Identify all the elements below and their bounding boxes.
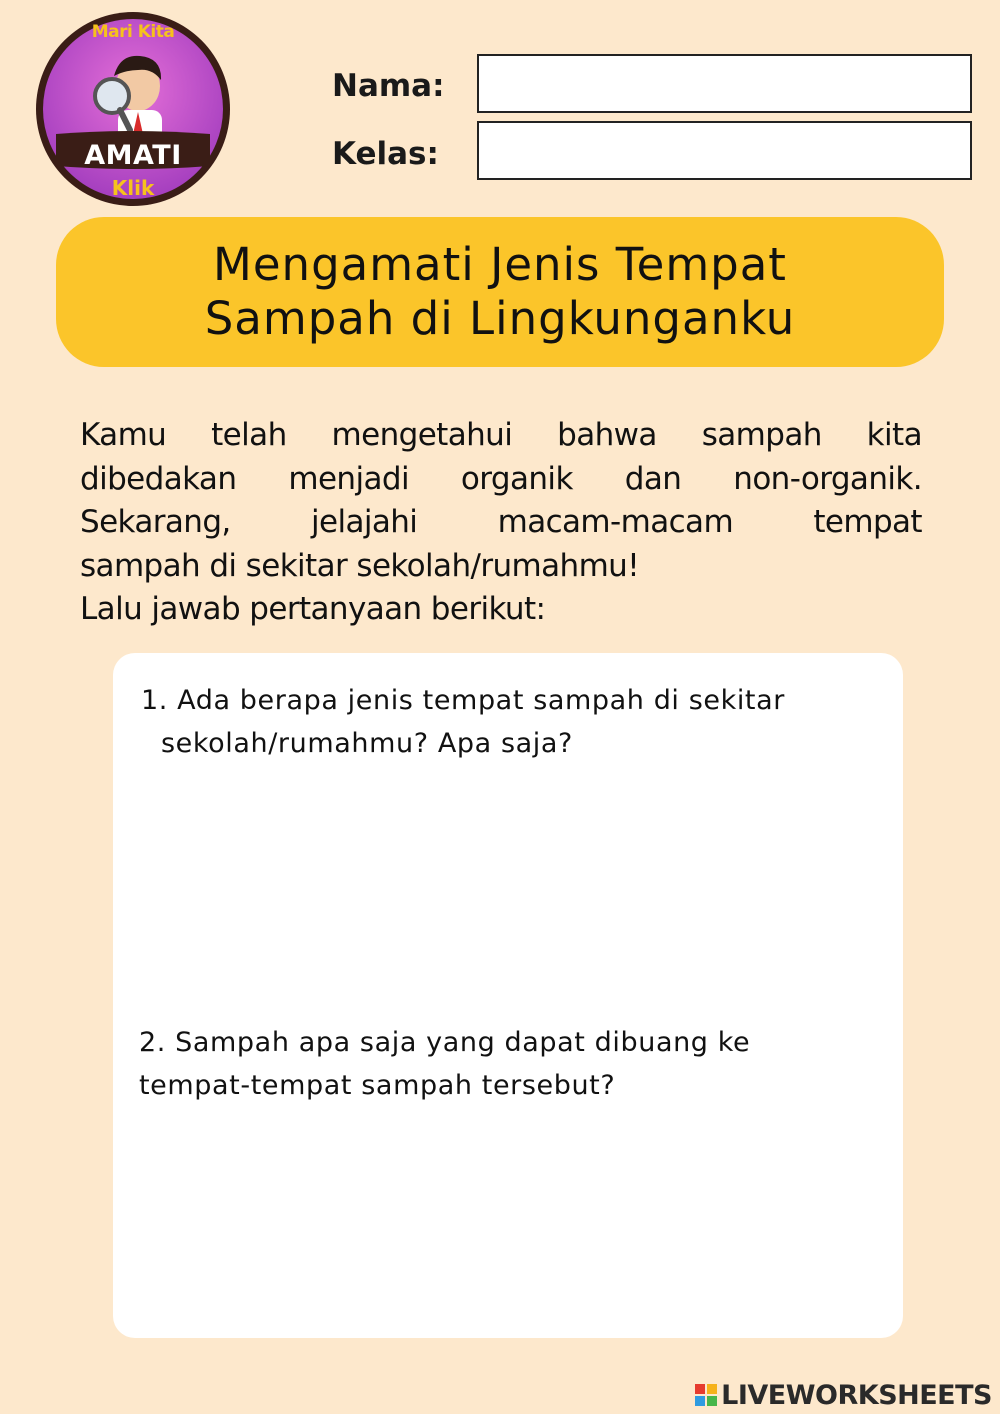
title-banner	[56, 217, 944, 367]
class-field[interactable]	[477, 121, 972, 180]
question-1	[141, 679, 785, 765]
logo-main-text: AMATI	[84, 140, 182, 171]
class-label: Kelas:	[332, 136, 439, 172]
question-card	[113, 653, 903, 1338]
liveworksheets-logo-icon	[695, 1384, 717, 1406]
amati-klik-logo	[34, 10, 232, 208]
name-field[interactable]	[477, 54, 972, 113]
question-2-line-1: 2. Sampah apa saja yang dapat dibuang ke	[139, 1027, 751, 1058]
instructions-line: dibedakan menjadi organik dan non-organik.	[80, 460, 922, 497]
name-label: Nama:	[332, 68, 445, 104]
question-2-line-2: tempat-tempat sampah tersebut?	[139, 1070, 616, 1101]
logo-top-text: Mari Kita	[91, 22, 175, 42]
question-1-line-1: 1. Ada berapa jenis tempat sampah di sekitar	[141, 685, 785, 716]
logo-bottom-text: Klik	[111, 176, 155, 200]
question-1-line-2: sekolah/rumahmu? Apa saja?	[161, 728, 573, 759]
liveworksheets-watermark	[695, 1378, 992, 1412]
instructions-line: sampah di sekitar sekolah/rumahmu!	[80, 547, 640, 584]
question-2	[139, 1021, 750, 1107]
instructions-line: Kamu telah mengetahui bahwa sampah kita	[80, 417, 922, 453]
watermark-text: LIVEWORKSHEETS	[721, 1379, 992, 1411]
instructions-paragraph	[80, 414, 922, 632]
title-line-2: Sampah di Lingkunganku	[204, 292, 796, 345]
instructions-line: Lalu jawab pertanyaan berikut:	[80, 591, 546, 627]
instructions-line: Sekarang, jelajahi macam-macam tempat	[80, 504, 922, 540]
title-line-1: Mengamati Jenis Tempat	[213, 238, 787, 291]
